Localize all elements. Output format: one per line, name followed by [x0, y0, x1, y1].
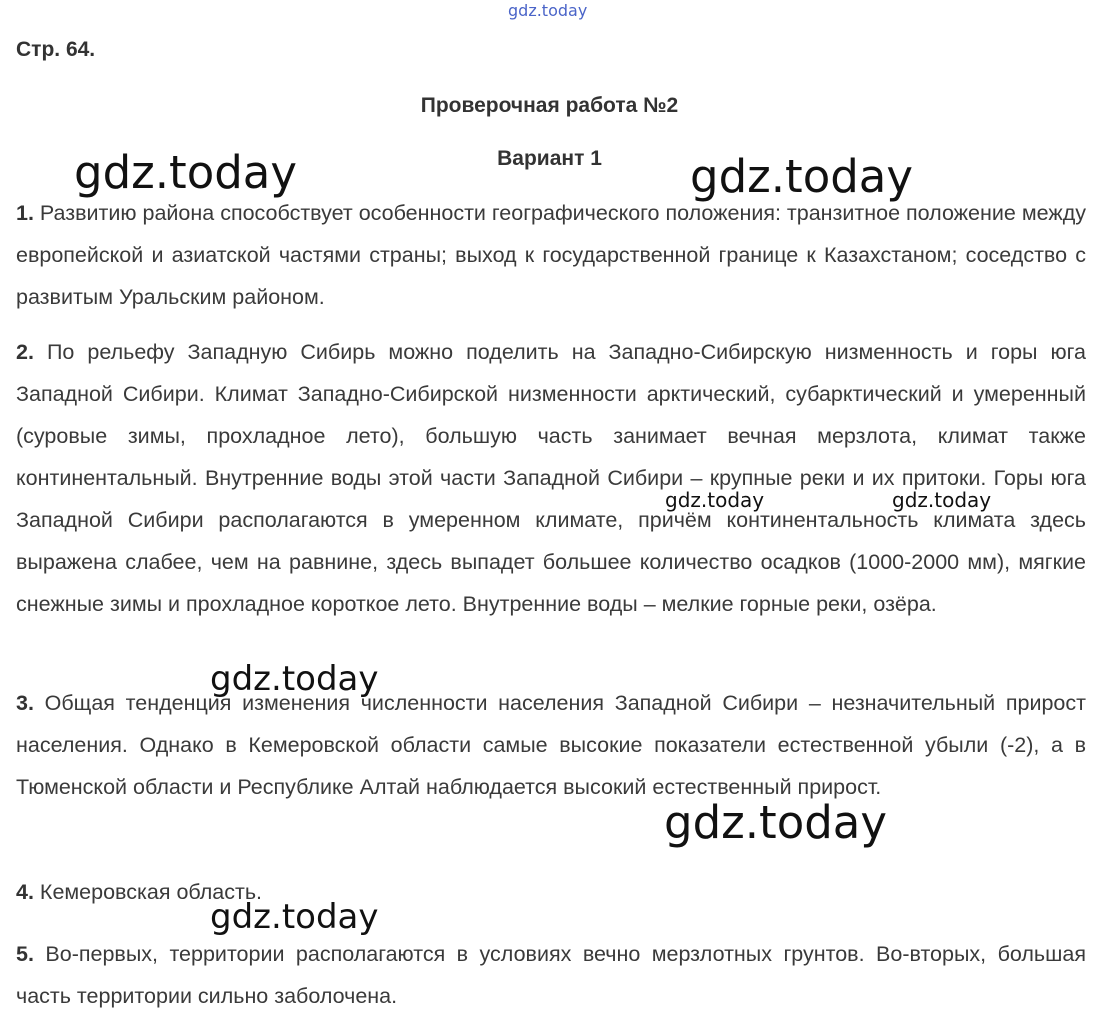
watermark: gdz.today — [74, 146, 298, 199]
answer-text: Развитию района способствует особенности географического положения: транзитное положение между европейской и азиатской частями страны; выход к государственной границе к Казахстаном; соседство с развитым Уральским районом. — [16, 201, 1086, 309]
watermark: gdz.today — [664, 796, 888, 849]
variant-title: Вариант 1 — [497, 147, 602, 170]
answer-number: 4. — [16, 880, 34, 904]
work-title: Проверочная работа №2 — [420, 94, 679, 117]
watermark: gdz.today — [665, 488, 765, 512]
answer-number: 1. — [16, 201, 34, 225]
answer-number: 3. — [16, 691, 34, 715]
answer-number: 5. — [16, 942, 34, 966]
watermark-top: gdz.today — [508, 1, 588, 20]
answer-text: По рельефу Западную Сибирь можно поделить на Западно-Сибирскую низменность и горы юга Западной Сибири. Климат Западно-Сибирской низменности арктический, субарктический и умеренный (суровые зимы, прохладное лето), большую часть занимает вечная мерзлота, климат также континентальный. Внутренние воды этой части Западной Сибири – крупные реки и их притоки. Горы юга Западной Сибири располагаются в умеренном климате, причём континентальность климата здесь выражена слабее, чем на равнине, здесь выпадет большее количество осадков (1000-2000 мм), мягкие снежные зимы и прохладное короткое лето. Внутренние воды – мелкие горные реки, озёра. — [16, 340, 1086, 616]
answer-number: 2. — [16, 340, 34, 364]
answer-4 — [16, 871, 1086, 913]
watermark: gdz.today — [210, 659, 379, 699]
answer-2 — [16, 331, 1086, 625]
answer-text: Во-первых, территории располагаются в условиях вечно мерзлотных грунтов. Во-вторых, большая часть территории сильно заболочена. — [16, 942, 1086, 1008]
page-reference: Стр. 64. — [16, 38, 96, 61]
answer-text: Общая тенденция изменения численности населения Западной Сибири – незначительный прирост населения. Однако в Кемеровской области самые высокие показатели естественной убыли (-2), а в Тюменской области и Республике Алтай наблюдается высокий естественный прирост. — [16, 691, 1086, 799]
watermark: gdz.today — [892, 488, 992, 512]
answer-text: Кемеровская область. — [39, 880, 263, 904]
answer-3 — [16, 682, 1086, 808]
answer-5 — [16, 933, 1086, 1017]
watermark: gdz.today — [210, 897, 379, 937]
watermark: gdz.today — [690, 150, 914, 203]
answer-1 — [16, 192, 1086, 318]
